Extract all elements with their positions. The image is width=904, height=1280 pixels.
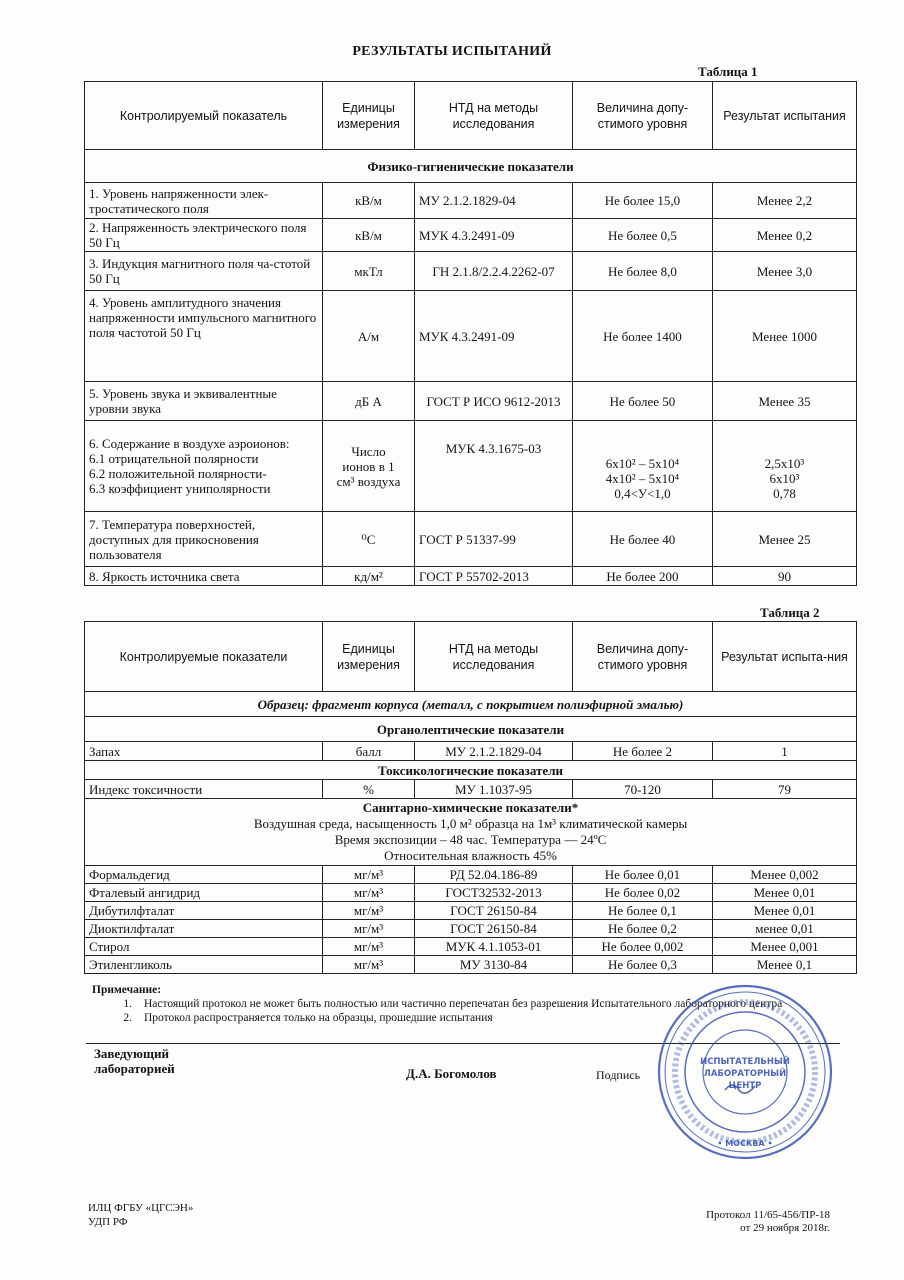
table2-label: Таблица 2 (760, 605, 820, 620)
col-header-indicator: Контролируемый показатель (85, 82, 323, 150)
section-toxicology: Токсикологические показатели (85, 761, 857, 780)
seal-city: • МОСКВА • (717, 1139, 773, 1148)
seal-line-1: ИСПЫТАТЕЛЬНЫЙ (700, 1057, 790, 1067)
table1-label: Таблица 1 (698, 64, 758, 79)
sample-description: Образец: фрагмент корпуса (металл, с покрытием полиэфирной эмалью) (85, 692, 857, 717)
note-item: 1. Настоящий протокол не может быть полностью или частично перепечатан без разрешения Испытательного лабораторного центра (123, 998, 783, 1010)
signer-position: Заведующий лабораторией (94, 1046, 175, 1076)
table-row: 4. Уровень амплитудного значения напряженности импульсного магнитного поля частотой 50 Гц А/м МУК 4.3.2491-09 Не более 1400 Менее 1000 (85, 291, 857, 382)
col-header-ntd: НТД на методы исследования (415, 82, 573, 150)
table1-header-row (85, 82, 857, 150)
seal-line-3: ЦЕНТР (728, 1081, 762, 1091)
results-table-2 (84, 621, 857, 974)
section-physical: Физико-гигиенические показатели (85, 150, 857, 183)
table-row: 8. Яркость источника света кд/м² ГОСТ Р 55702-2013 Не более 200 90 (85, 567, 857, 586)
results-table-1 (84, 81, 857, 586)
table-row: 7. Температура поверхностей, доступных для прикосновения пользователя ⁰С ГОСТ Р 51337-99 Не более 40 Менее 25 (85, 512, 857, 567)
col-header-unit: Единицы измерения (323, 82, 415, 150)
page-title: РЕЗУЛЬТАТЫ ИСПЫТАНИЙ (352, 44, 552, 59)
table-row: Диоктилфталат мг/м³ ГОСТ 26150-84 Не более 0,2 менее 0,01 (85, 920, 857, 938)
footer-left: ИЛЦ ФГБУ «ЦГСЭН» УДП РФ (88, 1202, 194, 1228)
table-row: 3. Индукция магнитного поля ча-стотой 50 Гц мкТл ГН 2.1.8/2.2.4.2262-07 Не более 8,0 Менее 3,0 (85, 252, 857, 291)
signature-label: Подпись (596, 1068, 641, 1082)
table-row: Дибутилфталат мг/м³ ГОСТ 26150-84 Не более 0,1 Менее 0,01 (85, 902, 857, 920)
table-row: Индекс токсичности % МУ 1.1037-95 70-120 79 (85, 780, 857, 799)
seal-stamp (655, 982, 835, 1162)
table-row: Запах балл МУ 2.1.2.1829-04 Не более 2 1 (85, 742, 857, 761)
col-header-limit: Величина допу-стимого уровня (573, 82, 713, 150)
table2-header-row: Контролируемые показатели Единицы измерения НТД на методы исследования Величина допу-стимого уровня Результат испыта-ния (85, 622, 857, 692)
notes-title: Примечание: (92, 984, 162, 996)
table-row: Стирол мг/м³ МУК 4.1.1053-01 Не более 0,002 Менее 0,001 (85, 938, 857, 956)
col-header-result: Результат испытания (713, 82, 857, 150)
table-row: 2. Напряженность электрического поля 50 Гц кВ/м МУК 4.3.2491-09 Не более 0,5 Менее 0,2 (85, 219, 857, 252)
signer-name: Д.А. Богомолов (406, 1066, 497, 1081)
section-sanitary: Санитарно-химические показатели* Воздушная среда, насыщенность 1,0 м² образца на 1м³ климатической камеры Время экспозиции – 48 час. Температура — 24ºС Относительная влажность 45% (85, 799, 857, 866)
seal-stamp-graphic (655, 982, 835, 1162)
footer-right: Протокол 11/65-456/ПР-18 от 29 ноября 2018г. (706, 1209, 830, 1234)
table-row-aeroions: 6. Содержание в воздухе аэроионов: 6.1 отрицательной полярности 6.2 положительной полярности- 6.3 коэффициент униполярности Число ионов в 1 см³ воздуха МУК 4.3.1675-03 6x10² – 5x10⁴ 4x10² – 5x10⁴ 0,4<У<1,0 2,5x10³ 6x10³ 0,78 (85, 421, 857, 512)
section-organoleptic: Органолептические показатели (85, 717, 857, 742)
seal-line-2: ЛАБОРАТОРНЫЙ (703, 1069, 787, 1079)
table-row: 1. Уровень напряженности элек-тростатического поля кВ/м МУ 2.1.2.1829-04 Не более 15,0 Менее 2,2 (85, 183, 857, 219)
note-item: 2. Протокол распространяется только на образцы, прошедшие испытания (123, 1012, 493, 1024)
table-row: Формальдегид мг/м³ РД 52.04.186-89 Не более 0,01 Менее 0,002 (85, 866, 857, 884)
table-row: 5. Уровень звука и эквивалентные уровни звука дБ А ГОСТ Р ИСО 9612-2013 Не более 50 Менее 35 (85, 382, 857, 421)
table-row: Этиленгликоль мг/м³ МУ 3130-84 Не более 0,3 Менее 0,1 (85, 956, 857, 974)
table-row: Фталевый ангидрид мг/м³ ГОСТ32532-2013 Не более 0,02 Менее 0,01 (85, 884, 857, 902)
